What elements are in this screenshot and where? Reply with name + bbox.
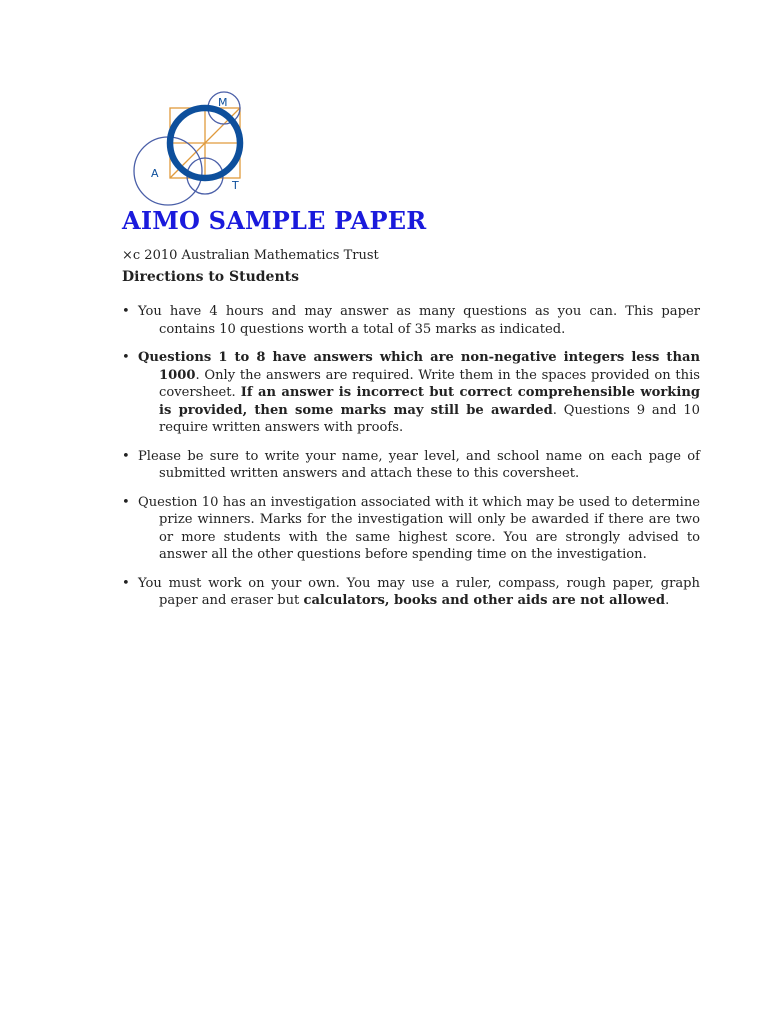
logo-letter-a: A bbox=[151, 167, 159, 180]
item-text: . bbox=[665, 593, 670, 608]
item-text: . Questions 9 and 10 require written answers with proofs. bbox=[159, 402, 701, 435]
directions-list bbox=[122, 303, 700, 621]
bullet: • bbox=[122, 448, 130, 464]
copyright-line: ×c 2010 Australian Mathematics Trust bbox=[122, 248, 379, 263]
item-text: Question 10 has an investigation associated with it which may be used to determine prize winners. Marks for the investigation will only be awarded if there are two or more students with the same highest score. You are strongly advised to answer all the other questions before spending time on the investigation. bbox=[138, 494, 700, 562]
directions-heading: Directions to Students bbox=[122, 269, 299, 285]
bullet: • bbox=[122, 575, 130, 591]
bullet: • bbox=[122, 304, 130, 319]
item-text: You have 4 hours and may answer as many questions as you can. This paper contains 10 questions worth a total of 35 marks as indicated. bbox=[138, 304, 700, 337]
item-bold-text: calculators, books and other aids are not allowed bbox=[303, 593, 666, 608]
list-item-time-and-marks bbox=[122, 303, 700, 338]
logo-letter-m: M bbox=[218, 96, 228, 109]
list-item-allowed-aids bbox=[122, 575, 700, 610]
list-item-name-details bbox=[122, 448, 700, 483]
list-item-investigation bbox=[122, 494, 700, 564]
item-bold-text: Questions 1 to 8 have answers which are non-negative integers less than 1000 bbox=[138, 350, 700, 383]
list-item-answer-format bbox=[122, 349, 700, 437]
logo-letter-t: T bbox=[232, 179, 239, 192]
item-text: You must work on your own. You may use a ruler, compass, rough paper, graph paper and eraser but bbox=[138, 575, 700, 608]
amt-logo bbox=[128, 88, 254, 208]
bullet: • bbox=[122, 350, 130, 365]
item-bold-text: If an answer is incorrect but correct comprehensible working is provided, then some marks may still be awarded bbox=[159, 385, 700, 418]
item-text: . Only the answers are required. Write them in the spaces provided on this coversheet. bbox=[159, 367, 700, 400]
item-text: Please be sure to write your name, year level, and school name on each page of submitted written answers and attach these to this coversheet. bbox=[138, 448, 700, 481]
bullet: • bbox=[122, 494, 130, 510]
page-title: AIMO SAMPLE PAPER bbox=[122, 206, 427, 235]
